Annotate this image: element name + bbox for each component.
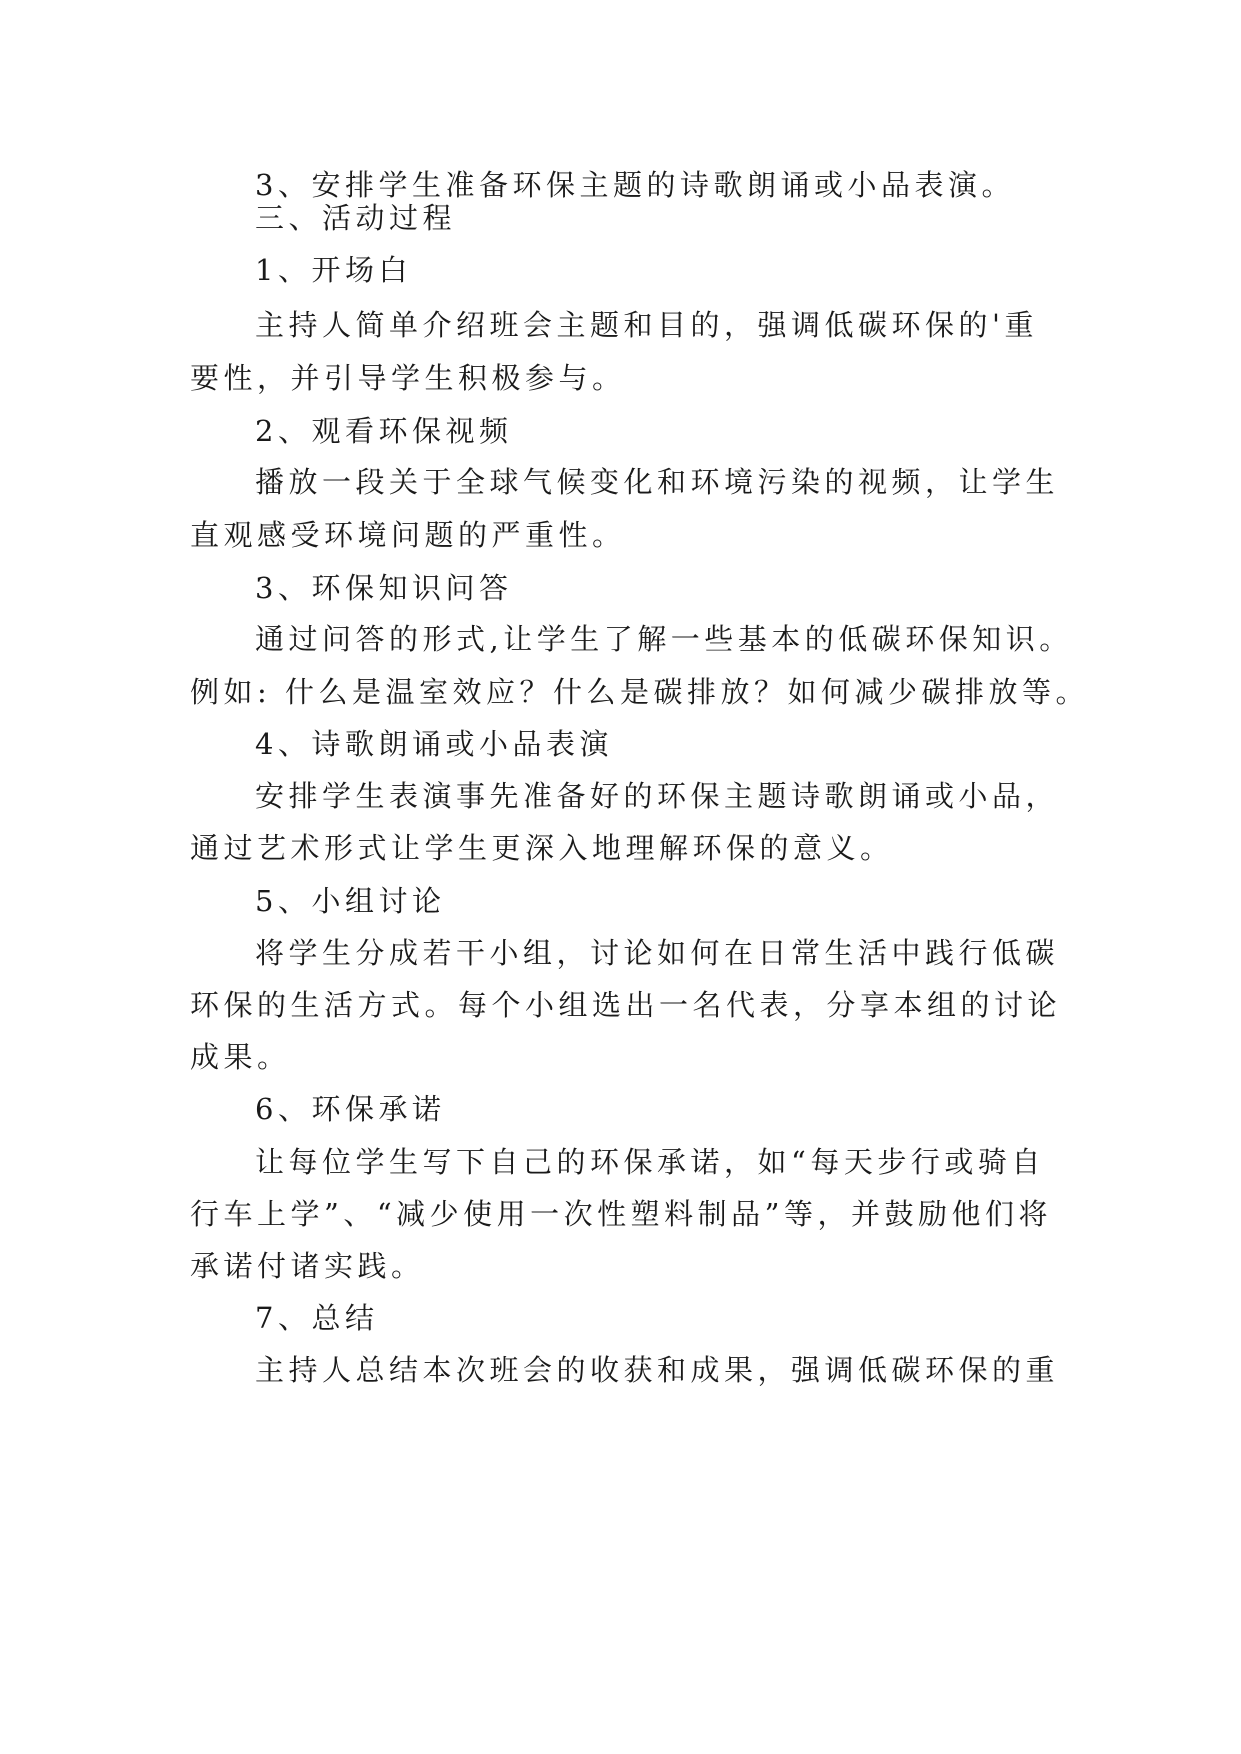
text-line: 将学生分成若干小组，讨论如何在日常生活中践行低碳 — [255, 936, 1060, 970]
subheading: 6、环保承诺 — [255, 1092, 446, 1126]
subheading: 5、小组讨论 — [255, 884, 446, 918]
text-line: 主持人简单介绍班会主题和目的，强调低碳环保的'重 — [255, 308, 1038, 342]
text-line: 承诺付诸实践。 — [190, 1249, 425, 1283]
text-line: 播放一段关于全球气候变化和环境污染的视频，让学生 — [255, 465, 1060, 499]
subheading: 1、开场白 — [255, 253, 412, 287]
section-heading: 三、活动过程 — [255, 201, 457, 235]
text-line: 直观感受环境问题的严重性。 — [190, 518, 626, 552]
text-line: 成果。 — [190, 1040, 291, 1074]
text-line: 通过问答的形式,让学生了解一些基本的低碳环保知识。 — [255, 622, 1073, 656]
text-line: 环保的生活方式。每个小组选出一名代表，分享本组的讨论 — [190, 988, 1062, 1022]
text-line: 例如: 什么是温室效应？什么是碳排放？如何减少碳排放等。 — [190, 675, 1089, 709]
text-line: 主持人总结本次班会的收获和成果，强调低碳环保的重 — [255, 1353, 1060, 1387]
text-line: 让每位学生写下自己的环保承诺，如“每天步行或骑自 — [255, 1145, 1045, 1179]
subheading: 4、诗歌朗诵或小品表演 — [255, 727, 613, 761]
text-line: 通过艺术形式让学生更深入地理解环保的意义。 — [190, 831, 894, 865]
subheading: 7、总结 — [255, 1301, 379, 1335]
text-line: 安排学生表演事先准备好的环保主题诗歌朗诵或小品， — [255, 779, 1060, 813]
text-line: 要性，并引导学生积极参与。 — [190, 361, 626, 395]
subheading: 2、观看环保视频 — [255, 414, 513, 448]
subheading: 3、环保知识问答 — [255, 571, 513, 605]
text-line: 3、安排学生准备环保主题的诗歌朗诵或小品表演。 — [255, 168, 1015, 202]
text-line: 行车上学”、“减少使用一次性塑料制品”等，并鼓励他们将 — [190, 1197, 1052, 1231]
